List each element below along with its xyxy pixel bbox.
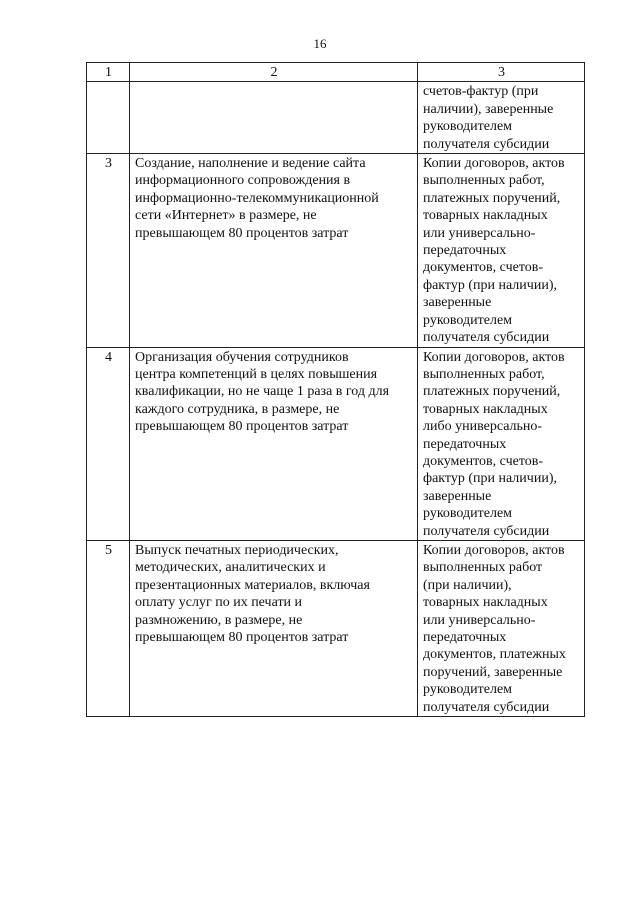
- description-cell: [130, 347, 418, 540]
- text-line: превышающем 80 процентов затрат: [135, 630, 349, 645]
- subsidy-documents-table: [86, 62, 585, 717]
- text-line: квалификации, но не чаще 1 раза в год для: [135, 384, 390, 400]
- text-line: фактур (при наличии),: [423, 277, 557, 293]
- text-line: передаточных: [423, 630, 507, 645]
- text-line: сети «Интернет» в размере, не: [135, 208, 317, 224]
- text-line: получателя субсидии: [423, 699, 550, 715]
- text-line: либо универсально-: [423, 419, 543, 435]
- documents-cell: [418, 82, 585, 154]
- header-cell-2: 2: [130, 63, 418, 82]
- text-line: оплату услуг по их печати и: [135, 595, 303, 611]
- table-row: [87, 540, 585, 716]
- table-header-row: [87, 63, 585, 82]
- text-line: получателя субсидии: [423, 330, 550, 346]
- text-line: товарных накладных: [423, 595, 548, 611]
- text-line: получателя субсидии: [423, 523, 550, 539]
- text-line: руководителем: [423, 312, 513, 328]
- header-cell-1: 1: [87, 63, 130, 82]
- documents-cell: [418, 540, 585, 716]
- row-number-cell: 4: [87, 347, 130, 540]
- header-cell-3: 3: [418, 63, 585, 82]
- text-line: каждого сотрудника, в размере, не: [135, 401, 340, 417]
- text-line: счетов-фактур (при: [423, 84, 539, 100]
- text-line: информационно-телекоммуникационной: [135, 190, 379, 206]
- text-line: руководителем: [423, 682, 513, 698]
- text-line: документов, счетов-: [423, 453, 544, 469]
- text-line: методических, аналитических и: [135, 560, 326, 576]
- text-line: Копии договоров, актов: [423, 542, 565, 558]
- text-line: платежных поручений,: [423, 190, 561, 206]
- text-line: Копии договоров, актов: [423, 156, 565, 172]
- text-line: Создание, наполнение и ведение сайта: [135, 156, 366, 172]
- text-line: руководителем: [423, 119, 513, 135]
- row-number-cell: 3: [87, 154, 130, 347]
- table-row: [87, 347, 585, 540]
- text-line: или универсально-: [423, 225, 536, 241]
- text-line: получателя субсидии: [423, 136, 550, 152]
- text-line: заверенные: [423, 488, 492, 504]
- documents-cell: [418, 347, 585, 540]
- text-line: информационного сопровождения в: [135, 173, 351, 189]
- text-line: передаточных: [423, 436, 507, 452]
- text-line: выполненных работ: [423, 560, 543, 576]
- text-line: Копии договоров, актов: [423, 349, 565, 365]
- text-line: превышающем 80 процентов затрат: [135, 225, 349, 241]
- row-number-cell: [87, 82, 130, 154]
- text-line: размножению, в размере, не: [135, 612, 303, 628]
- text-line: платежных поручений,: [423, 384, 561, 400]
- text-line: наличии), заверенные: [423, 101, 554, 117]
- text-line: Выпуск печатных периодических,: [135, 542, 339, 558]
- table-row: [87, 82, 585, 154]
- description-cell: [130, 82, 418, 154]
- text-line: товарных накладных: [423, 208, 548, 224]
- text-line: фактур (при наличии),: [423, 471, 557, 487]
- description-cell: [130, 154, 418, 347]
- text-line: выполненных работ,: [423, 173, 545, 189]
- row-number-cell: 5: [87, 540, 130, 716]
- text-line: товарных накладных: [423, 401, 548, 417]
- text-line: (при наличии),: [423, 577, 512, 593]
- text-line: превышающем 80 процентов затрат: [135, 419, 349, 435]
- text-line: презентационных материалов, включая: [135, 577, 370, 593]
- text-line: поручений, заверенные: [423, 664, 563, 680]
- text-line: заверенные: [423, 295, 492, 311]
- description-cell: [130, 540, 418, 716]
- text-line: документов, счетов-: [423, 260, 544, 276]
- text-line: или универсально-: [423, 612, 536, 628]
- text-line: Организация обучения сотрудников: [135, 349, 349, 365]
- table-row: [87, 154, 585, 347]
- text-line: документов, платежных: [423, 647, 566, 663]
- text-line: руководителем: [423, 506, 513, 522]
- documents-cell: [418, 154, 585, 347]
- text-line: выполненных работ,: [423, 366, 545, 382]
- text-line: центра компетенций в целях повышения: [135, 366, 378, 382]
- text-line: передаточных: [423, 243, 507, 259]
- page-number: 16: [313, 36, 327, 51]
